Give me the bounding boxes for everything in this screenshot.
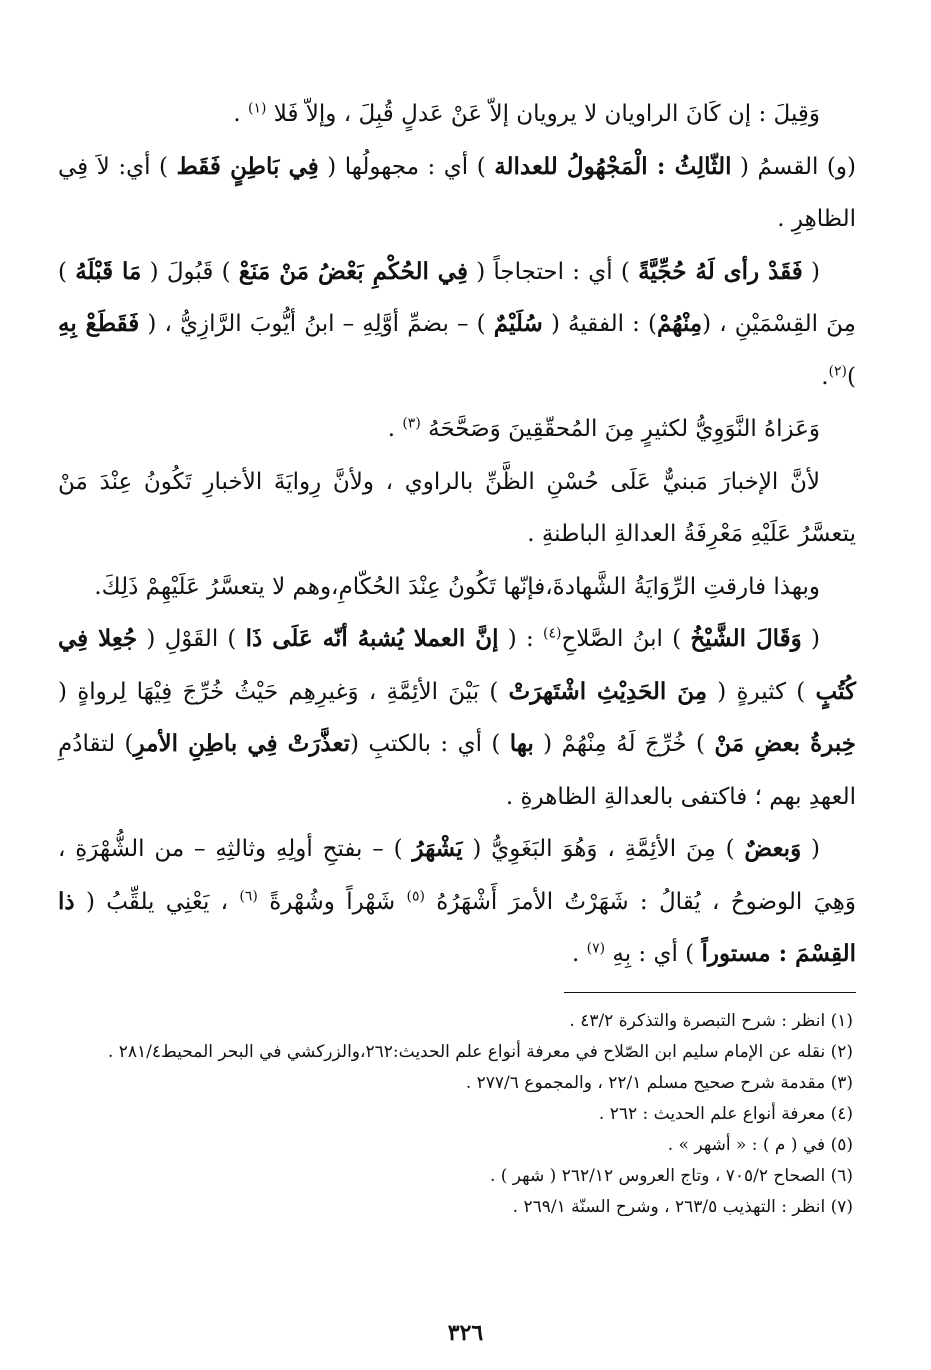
bold-text: مَا قَبْلَهُ	[75, 257, 142, 285]
paragraph-3	[58, 246, 856, 404]
footnote-2: (٢) نقله عن الإمام سليم ابن الصّلاح في معرفة أنواع علم الحديث:٢٦٢،والزركشي في البحر المحيط٢٨١/٤ .	[107, 1042, 853, 1062]
footnote-ref-2: (٢)	[828, 362, 848, 379]
text: )	[847, 363, 856, 390]
footnote-6: (٦) الصحاح ٧٠٥/٢ ، وتاج العروس ٢٦٢/١٢ ( شهر ) .	[489, 1166, 853, 1186]
text: ) أي : مجهولُها (	[318, 153, 495, 180]
footnote-ref-1: (١)	[247, 100, 267, 117]
text: ) مِنَ القِسْمَيْنِ ، (	[58, 258, 856, 337]
text: ) ابنُ الصَّلاحِ	[561, 626, 691, 652]
text: ) لتقادُمِ العهدِ بهم ؛ فاكتفى بالعدالةِ الظاهرةِ .	[58, 731, 856, 810]
text: .	[233, 101, 248, 127]
text: ) أي: لاَ فِي الظاهِرِ .	[58, 153, 856, 232]
text: .	[571, 941, 587, 967]
footnote-1: (١) انظر : شرح التبصرة والتذكرة ٤٣/٢ .	[569, 1011, 853, 1031]
text: وَقِيلَ : إن كَانَ الراويان لا يرويان إلاّ عَنْ عَدلٍ قُبِلَ ، وإلاّ فَلا	[273, 101, 820, 127]
text: (	[801, 626, 820, 652]
footnotes	[60, 1006, 853, 1223]
text: وَعَزاهُ النَّوَوِيُّ لكثيرٍ مِنَ المُحقّقِينَ وَصَحَّحَهُ	[428, 416, 820, 442]
bold-text: وَبعضٌ	[744, 835, 802, 862]
text: : (	[498, 626, 543, 652]
text: ) مِنَ الأئِمَّةِ ، وَهُوَ البَغَوِيُّ (	[462, 836, 745, 862]
text: شَهْراً وشُهْرةً	[269, 888, 407, 915]
paragraph-8	[58, 823, 856, 981]
text: ، يَعْنِي يلقِّبُ (	[74, 888, 240, 915]
text: .	[821, 363, 829, 390]
text: ) أي : بالكتبِ (	[350, 731, 510, 757]
text: ) أي : احتجاجاً (	[467, 258, 639, 285]
bold-text: بها	[509, 730, 534, 757]
text: ) : الفقيهُ (	[542, 311, 657, 337]
paragraph-5	[58, 456, 856, 561]
bold-text: مِنَ الحَدِيْثِ اشْتَهرَتْ	[508, 677, 708, 705]
page-number: ٣٢٦	[447, 1320, 484, 1346]
text: ) خُرِّجَ لَهُ مِنْهُمْ (	[533, 731, 715, 757]
footnote-ref-7: (٧)	[586, 940, 606, 957]
text: ) أي : بِهِ	[612, 941, 702, 967]
text: ) كثيرةٍ (	[707, 678, 816, 705]
paragraph-4	[58, 403, 856, 456]
paragraph-7	[58, 613, 856, 823]
text: (	[802, 258, 820, 285]
footnote-ref-6: (٦)	[239, 887, 258, 904]
text: ) – بضمِّ أوَّلِهِ – ابنُ أيُّوبَ الرَّازِيُّ ، (	[139, 311, 494, 337]
text: ) – بفتحِ أولِهِ وثالثِهِ – من الشُّهْرَةِ ، وَهِيَ الوضوحُ ، يُقالُ : شَهَرْتُ الأمرَ أَشْهَرُهُ	[58, 836, 857, 915]
bold-text: جُعِلا فِي كُتُبٍ	[58, 625, 856, 705]
bold-text: وَقَالَ الشَّيْخُ	[690, 625, 802, 652]
bold-text: خِبرةُ بعضِ مَنْ	[714, 730, 857, 757]
bold-text: فِي بَاطِنٍ فَقَط	[176, 152, 319, 180]
text: ) قَبُولَ (	[141, 258, 239, 285]
text: وبهذا فارقتِ الرِّوَايَةُ الشَّهادةَ،فإنّها تَكُونُ عِنْدَ الحُكّامِ،وهم لا يتعسَّرُ عَلَيْهِمْ ذَلِكَ.	[94, 573, 820, 600]
text: ) بَيْنَ الأئِمَّةِ ، وَغيرِهِم حَيْثُ خُرِّجَ فِيْهَا لِرواةٍ (	[58, 678, 509, 705]
paragraph-1	[58, 88, 856, 141]
text: (و) القسمُ (	[731, 153, 856, 180]
bold-text: فَقَطَعْ بِهِ	[58, 310, 140, 337]
paragraph-2	[58, 141, 856, 246]
bold-text: ذا القِسْمَ : مستوراً	[58, 887, 856, 967]
bold-text: يَشْهَرُ	[412, 835, 463, 862]
paragraph-6	[58, 561, 856, 614]
bold-text: مِنْهُمْ	[656, 310, 703, 337]
text: لأنَّ الإخبارَ مَبنيٌّ عَلَى حُسْنِ الظَّنِّ بالراوي ، ولأنَّ رِوايَةَ الأخبارِ تَكُونُ عِنْدَ مَنْ يتعسَّرُ عَلَيْهِ مَعْرِفَةُ العدالةِ الباطنةِ .	[58, 468, 856, 547]
bold-text: فِي الحُكْمِ بَعْضُ مَنْ مَنَعْ	[238, 257, 468, 285]
bold-text: فَقَدْ رأى لَهُ حُجِّيَّةً	[638, 257, 803, 285]
text: (	[801, 836, 820, 862]
footnote-ref-3: (٣)	[402, 415, 421, 432]
bold-text: سُلَيْمٌ	[493, 310, 543, 337]
footnote-3: (٣) مقدمة شرح صحيح مسلم ٢٢/١ ، والمجموع ٢٧٧/٦ .	[465, 1073, 853, 1093]
bold-text: الثّالِثُ : الْمَجْهُولُ للعدالة	[494, 152, 732, 180]
footnote-5: (٥) في ( م ) : « أشهر » .	[667, 1135, 853, 1155]
footnote-ref-5: (٥)	[406, 887, 425, 904]
main-text	[58, 88, 856, 981]
footnote-7: (٧) انظر : التهذيب ٢٦٣/٥ ، وشرح السنّة ٢٦٩/١ .	[512, 1197, 853, 1217]
footnote-ref-4: (٤)	[542, 625, 562, 642]
footnote-4: (٤) معرفة أنواع علم الحديث : ٢٦٢ .	[598, 1104, 853, 1124]
bold-text: إنَّ العملا يُشبهُ أنّه عَلَى ذَا	[245, 625, 499, 652]
text: ) القَوْلِ (	[137, 626, 246, 652]
footnote-divider	[564, 992, 856, 993]
bold-text: تعذَّرَتْ فِي باطِنِ الأمرِ	[133, 730, 350, 757]
text: .	[387, 416, 403, 442]
